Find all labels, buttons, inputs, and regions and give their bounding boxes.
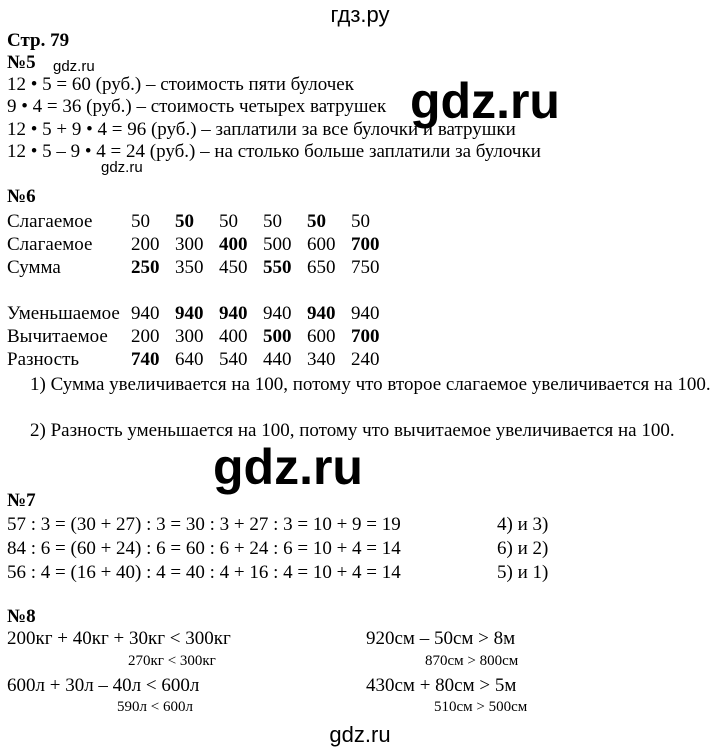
row-label: Вычитаемое	[7, 326, 108, 347]
table-cell: 50	[307, 211, 326, 232]
table-cell: 940	[263, 303, 292, 324]
table-cell: 650	[307, 257, 336, 278]
note-text: 1) Сумма увеличивается на 100, потому что второе слагаемое увеличивается на 100.	[30, 374, 711, 395]
task8-check: 510см > 500см	[434, 699, 528, 715]
row-label: Уменьшаемое	[7, 303, 120, 324]
row-label: Слагаемое	[7, 234, 93, 255]
table-cell: 600	[307, 234, 336, 255]
table-cell: 600	[307, 326, 336, 347]
task8-inequality: 200кг + 40кг + 30кг < 300кг	[7, 628, 231, 649]
task6-note	[30, 420, 712, 442]
watermark-big: gdz.ru	[213, 439, 363, 495]
table-cell: 750	[351, 257, 380, 278]
row-label: Слагаемое	[7, 211, 93, 232]
table-row	[7, 348, 395, 371]
table-cell: 940	[307, 303, 336, 324]
difference-table	[7, 302, 395, 371]
table-row	[7, 210, 395, 233]
table-cell: 500	[263, 234, 292, 255]
task8-number: №8	[7, 606, 36, 627]
table-cell: 640	[175, 349, 204, 370]
task8-inequality: 920см – 50см > 8м	[366, 628, 516, 649]
task7-expression: 56 : 4 = (16 + 40) : 4 = 40 : 4 + 16 : 4 = 10 + 4 = 14	[7, 562, 401, 583]
task8-inequality: 430см + 80см > 5м	[366, 675, 517, 696]
table-cell: 940	[131, 303, 160, 324]
table-cell: 50	[351, 211, 370, 232]
table-cell: 240	[351, 349, 380, 370]
sum-table	[7, 210, 395, 279]
table-cell: 540	[219, 349, 248, 370]
table-cell: 400	[219, 326, 248, 347]
site-title: гдз.ру	[330, 2, 390, 27]
task5-line: 12 • 5 + 9 • 4 = 96 (руб.) – заплатили за все булочки и ватрушки	[7, 119, 516, 140]
task5-line: 12 • 5 = 60 (руб.) – стоимость пяти булочек	[7, 74, 354, 95]
task7-number: №7	[7, 490, 36, 511]
task5-line: 12 • 5 – 9 • 4 = 24 (руб.) – на столько больше заплатили за булочки	[7, 141, 541, 162]
table-cell: 940	[351, 303, 380, 324]
table-cell: 50	[263, 211, 282, 232]
table-row	[7, 256, 395, 279]
table-cell: 50	[219, 211, 238, 232]
task7-expression: 57 : 3 = (30 + 27) : 3 = 30 : 3 + 27 : 3 = 10 + 9 = 19	[7, 514, 401, 535]
task8-check: 870см > 800см	[425, 653, 519, 669]
table-cell: 300	[175, 326, 204, 347]
table-cell: 350	[175, 257, 204, 278]
footer-site: gdz.ru	[329, 722, 391, 747]
table-cell: 200	[131, 234, 160, 255]
task5-number: №5	[7, 52, 36, 73]
table-cell: 50	[175, 211, 194, 232]
table-cell: 50	[131, 211, 150, 232]
table-cell: 940	[219, 303, 248, 324]
table-row	[7, 302, 395, 325]
table-row	[7, 325, 395, 348]
page-number: Стр. 79	[7, 30, 70, 51]
table-cell: 250	[131, 257, 160, 278]
table-cell: 940	[175, 303, 204, 324]
table-row	[7, 233, 395, 256]
table-cell: 300	[175, 234, 204, 255]
watermark-small: gdz.ru	[101, 159, 143, 176]
task6-number: №6	[7, 186, 36, 207]
table-cell: 340	[307, 349, 336, 370]
task5-line: 9 • 4 = 36 (руб.) – стоимость четырех ватрушек	[7, 96, 387, 117]
task7-answer: 4) и 3)	[497, 514, 549, 535]
table-cell: 400	[219, 234, 248, 255]
task6-note	[30, 374, 712, 396]
task8-inequality: 600л + 30л – 40л < 600л	[7, 675, 200, 696]
table-cell: 550	[263, 257, 292, 278]
table-cell: 700	[351, 326, 380, 347]
table-cell: 500	[263, 326, 292, 347]
watermark-small: gdz.ru	[53, 58, 95, 75]
table-cell: 740	[131, 349, 160, 370]
task7-answer: 5) и 1)	[497, 562, 549, 583]
table-cell: 440	[263, 349, 292, 370]
table-cell: 450	[219, 257, 248, 278]
row-label: Сумма	[7, 257, 61, 278]
watermark-big: gdz.ru	[410, 73, 560, 129]
task7-expression: 84 : 6 = (60 + 24) : 6 = 60 : 6 + 24 : 6 = 10 + 4 = 14	[7, 538, 401, 559]
row-label: Разность	[7, 349, 80, 370]
task8-check: 590л < 600л	[117, 699, 193, 715]
table-cell: 200	[131, 326, 160, 347]
task7-answer: 6) и 2)	[497, 538, 549, 559]
table-cell: 700	[351, 234, 380, 255]
note-text: 2) Разность уменьшается на 100, потому что вычитаемое увеличивается на 100.	[30, 420, 675, 441]
task8-check: 270кг < 300кг	[128, 653, 216, 669]
